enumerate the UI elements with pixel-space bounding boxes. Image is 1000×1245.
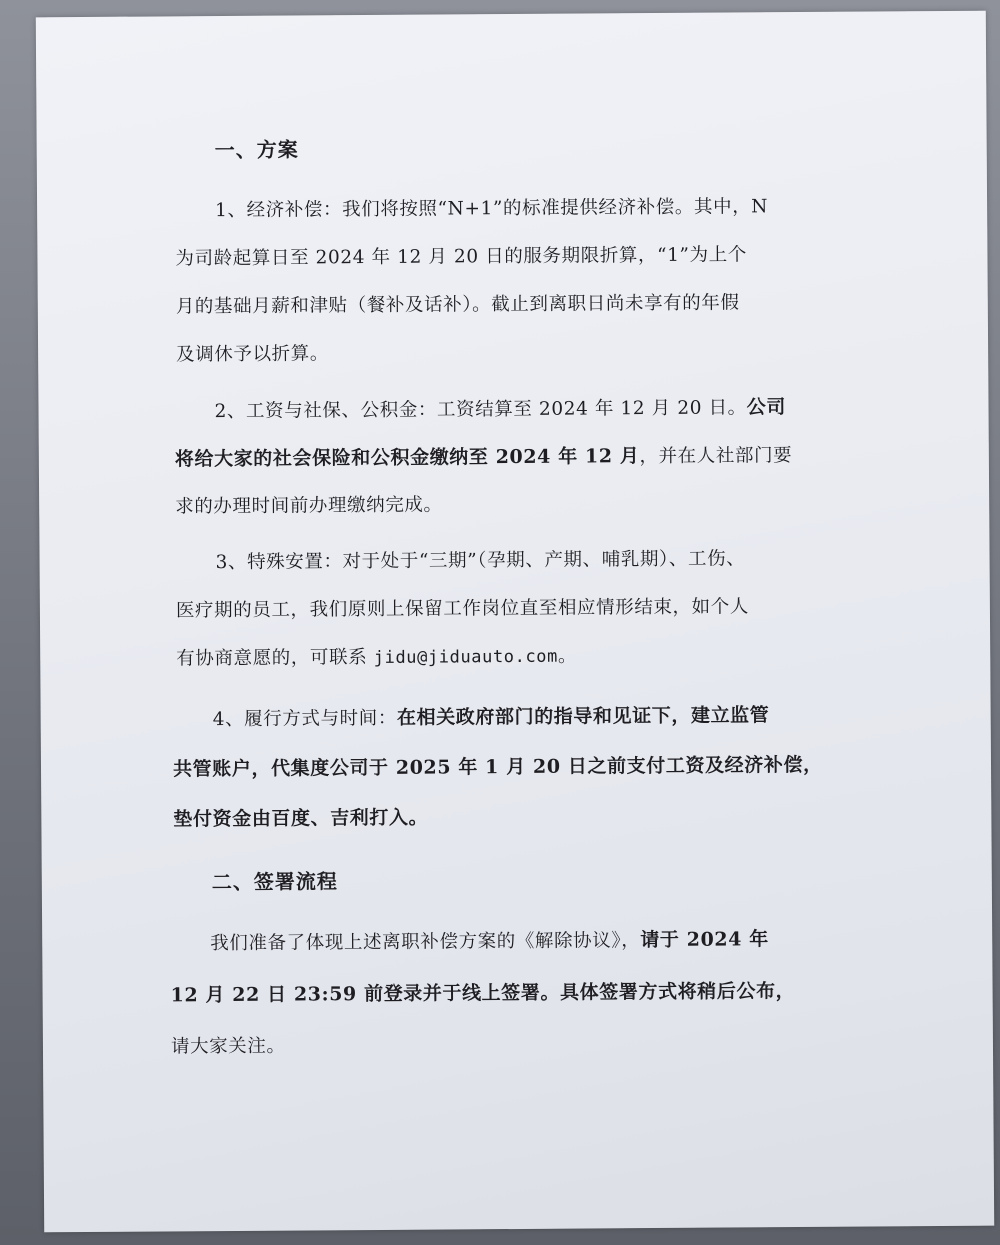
- item4-line1-bold: 在相关政府部门的指导和见证下，建立监管: [396, 704, 770, 729]
- item4-line1: [213, 700, 770, 731]
- section2-line1-bold: 请于 2024 年: [640, 928, 769, 952]
- item2-line2-bold: 将给大家的社会保险和公积金缴纳至 2024 年 12 月: [174, 445, 640, 471]
- section2-line1-regular: 我们准备了体现上述离职补偿方案的《解除协议》，: [210, 930, 641, 955]
- item2-line2: [175, 440, 793, 471]
- item2-line1: [214, 392, 786, 423]
- section2-heading: 二、签署流程: [211, 869, 338, 895]
- contact-email: jidu@jiduauto.com: [373, 646, 559, 668]
- item1-line2: 为司龄起算日至 2024 年 12 月 20 日的服务期限折算，“1”为上个: [175, 244, 747, 270]
- item1-line4: 及调休予以折算。: [176, 343, 330, 366]
- item3-line3-end: 。: [557, 645, 578, 667]
- item3-line2: 医疗期的员工，我们原则上保留工作岗位直至相应情形结束，如个人: [175, 596, 749, 622]
- item3-line3-text: 有协商意愿的，可联系: [176, 646, 374, 670]
- item1-line1: 1、经济补偿：我们将按照“N+1”的标准提供经济补偿。其中，N: [215, 196, 769, 222]
- item4-line2: 共管账户，代集度公司于 2025 年 1 月 20 日之前支付工资及经济补偿，: [172, 753, 823, 781]
- item2-line2-regular: ，并在人社部门要: [639, 445, 793, 468]
- section2-line3: 请大家关注。: [170, 1035, 286, 1058]
- item1-line3: 月的基础月薪和津贴（餐补及话补）。截止到离职日尚未享有的年假: [175, 292, 740, 318]
- item2-line3: 求的办理时间前办理缴纳完成。: [175, 494, 443, 518]
- item2-line1-bold: 公司: [746, 396, 787, 419]
- item4-line3: 垫付资金由百度、吉利打入。: [173, 806, 429, 831]
- section1-heading: 一、方案: [214, 137, 299, 163]
- item3-line1: 3、特殊安置：对于处于“三期”（孕期、产期、哺乳期）、工伤、: [215, 548, 746, 574]
- item3-line3: [176, 642, 577, 671]
- section2-line2: 12 月 22 日 23:59 前登录并于线上签署。具体签署方式将稍后公布，: [170, 980, 796, 1007]
- item2-line1-regular: 2、工资与社保、公积金：工资结算至 2024 年 12 月 20 日。: [214, 397, 747, 423]
- document-page: [36, 11, 994, 1233]
- section2-line1: [210, 924, 769, 955]
- item4-line1-regular: 4、履行方式与时间：: [212, 707, 398, 731]
